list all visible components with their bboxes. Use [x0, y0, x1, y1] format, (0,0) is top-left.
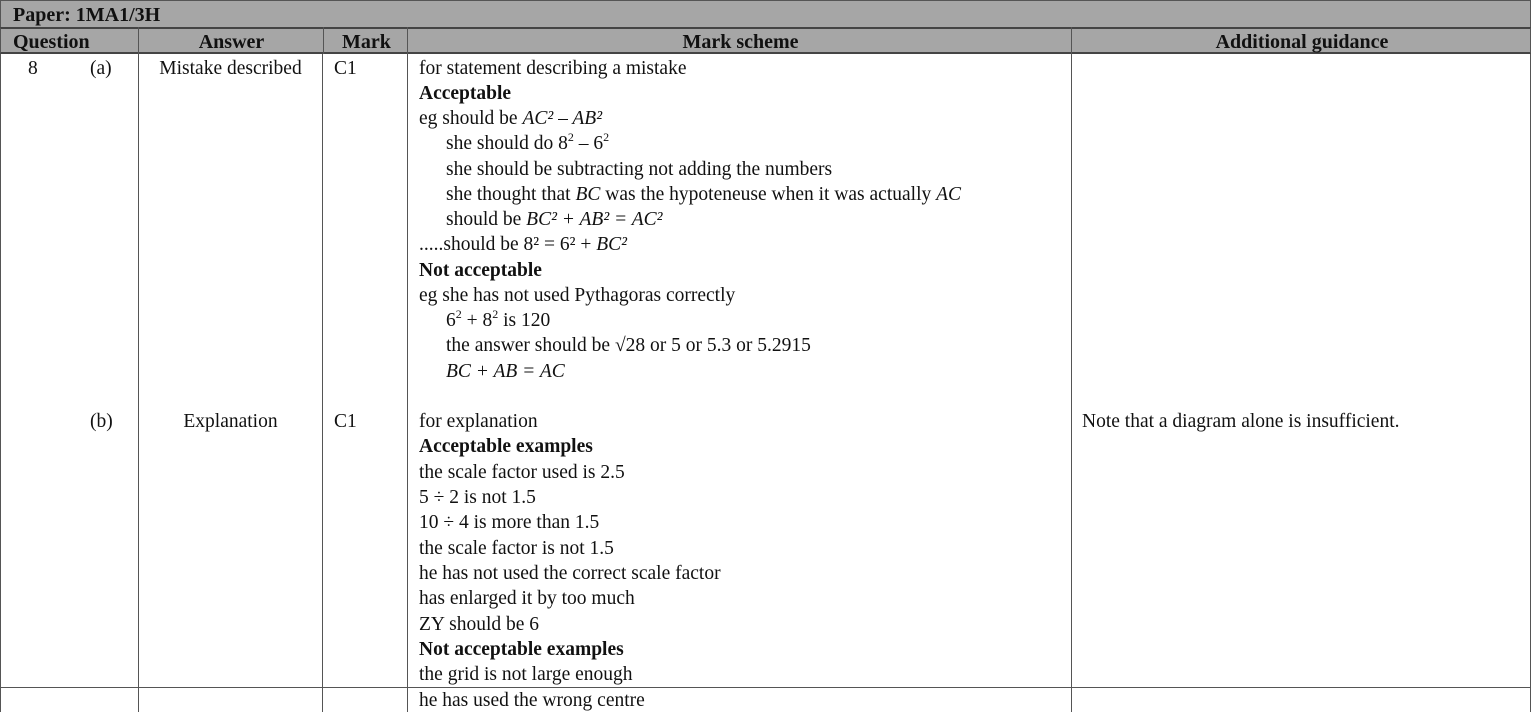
not-acceptable-examples-heading: Not acceptable examples: [419, 639, 624, 660]
paper-header: [0, 0, 1531, 28]
example-line: has enlarged it by too much: [419, 588, 635, 609]
column-divider: [322, 54, 323, 712]
not-acceptable-line: the grid is not large enough: [419, 664, 633, 685]
header-mark-scheme: Mark scheme: [682, 31, 799, 53]
header-mark: Mark: [342, 31, 391, 53]
example-line: the scale factor used is 2.5: [419, 462, 625, 483]
header-divider: [323, 27, 324, 54]
scheme-line: BC + AB = AC: [446, 361, 565, 382]
row-divider: [0, 687, 1531, 688]
header-divider: [1071, 27, 1072, 54]
scheme-line: she should be subtracting not adding the numbers: [446, 159, 833, 180]
guidance-b: Note that a diagram alone is insufficient.: [1082, 411, 1400, 432]
scheme-line: $6^2 + 8^2$ is 120: [446, 307, 551, 331]
scheme-line: she thought that BC was the hypoteneuse when it was actually AC: [446, 184, 962, 205]
example-line: 10 ÷ 4 is more than 1.5: [419, 512, 600, 533]
scheme-line: should be BC² + AB² = AC²: [446, 209, 663, 230]
answer-b: Explanation: [183, 411, 278, 432]
example-line: 5 ÷ 2 is not 1.5: [419, 487, 536, 508]
scheme-line: the answer should be √28 or 5 or 5.3 or 5.2915: [446, 335, 811, 356]
example-line: he has not used the correct scale factor: [419, 563, 721, 584]
column-divider: [1071, 54, 1072, 712]
not-acceptable-heading: Not acceptable: [419, 260, 542, 281]
header-answer: Answer: [198, 31, 265, 53]
header-question: Question: [13, 31, 90, 53]
answer-a: Mistake described: [159, 58, 302, 79]
table-border-left: [0, 54, 1, 712]
acceptable-heading: Acceptable: [419, 83, 512, 104]
mark-a: C1: [334, 58, 357, 79]
question-number: 8: [28, 58, 38, 79]
paper-title: Paper: 1MA1/3H: [13, 4, 161, 26]
scheme-line: she should do $8^2 - 6^2$: [446, 130, 610, 154]
header-additional-guidance: Additional guidance: [1215, 31, 1389, 53]
header-divider: [407, 27, 408, 54]
scheme-line: for statement describing a mistake: [419, 58, 687, 79]
mark-b: C1: [334, 411, 357, 432]
not-acceptable-line: he has used the wrong centre: [419, 690, 645, 711]
example-line: the scale factor is not 1.5: [419, 538, 614, 559]
question-part-b: (b): [90, 411, 113, 432]
header-divider: [138, 27, 139, 54]
column-header-row: [0, 27, 1531, 54]
question-part-a: (a): [90, 58, 112, 79]
scheme-line: for explanation: [419, 411, 538, 432]
scheme-line: eg she has not used Pythagoras correctly: [419, 285, 736, 306]
scheme-line: .....should be 8² = 6² + BC²: [419, 234, 627, 255]
column-divider: [407, 54, 408, 712]
example-line: ZY should be 6: [419, 614, 540, 635]
scheme-line: eg should be AC² – AB²: [419, 108, 603, 129]
column-divider: [138, 54, 139, 712]
acceptable-examples-heading: Acceptable examples: [419, 436, 593, 457]
